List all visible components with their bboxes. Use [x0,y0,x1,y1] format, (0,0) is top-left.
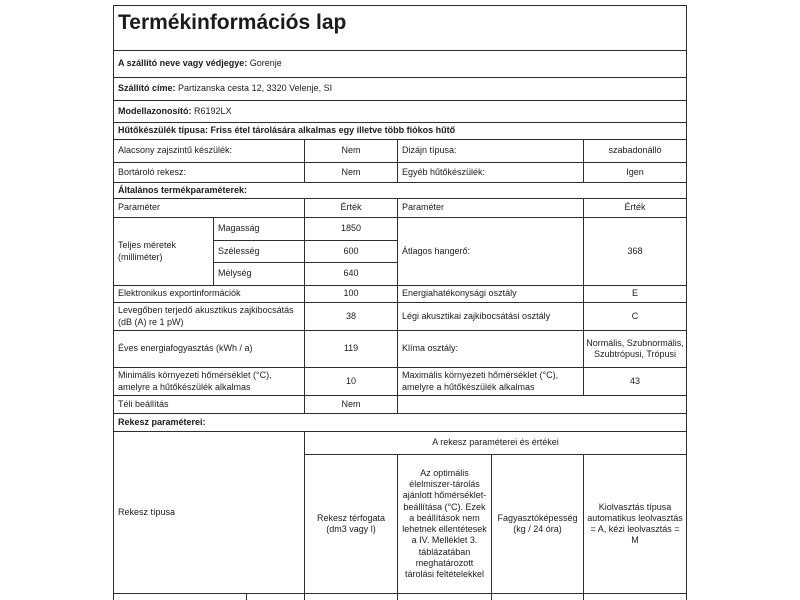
export-info-value: 100 [305,286,398,303]
min-temp-label: Minimális környezeti hőmérséklet (°C), amelyre a hűtőkészülék alkalmas [114,368,305,396]
winter-setting-value: Nem [305,396,398,414]
noise-emission-value: 38 [305,303,398,331]
clipped-row-cell [114,594,247,600]
value-header-right: Érték [584,199,687,218]
energy-class-value: E [584,286,687,303]
dimension-depth-value: 640 [305,263,398,286]
compartment-group-header: A rekesz paraméterei és értékei [305,432,687,455]
compartment-defrost-type-header: Kiolvasztás típusa automatikus leolvasztás = A, kézi leolvasztás = M [584,455,687,594]
param-header-right: Paraméter [398,199,584,218]
low-noise-label: Alacsony zajszintű készülék: [114,140,305,163]
compartment-type-label: Rekesz típusa [114,432,305,594]
clipped-row-cell [247,594,305,600]
model-id-row [114,101,687,123]
clipped-row-cell [398,594,492,600]
model-id-label: Modellazonosító: [118,105,192,116]
general-params-header: Általános termékparaméterek: [114,183,687,199]
wine-compartment-label: Bortároló rekesz: [114,163,305,183]
climate-class-label: Klíma osztály: [398,331,584,368]
other-appliance-label: Egyéb hűtőkészülék: [398,163,584,183]
supplier-name-row [114,51,687,78]
compartment-freezing-capacity-header: Fagyasztóképesség (kg / 24 óra) [492,455,584,594]
dimension-width-label: Szélesség [214,241,305,263]
design-type-value: szabadonálló [584,140,687,163]
noise-class-value: C [584,303,687,331]
compartment-temp-setting-header: Az optimális élelmiszer-tárolás ajánlott hőmérséklet-beállítása (°C). Ezek a beállítások nem lehetnek ellentétesek a IV. Melléklet 3. táblázatában meghatározott tárolási feltételekkel [398,455,492,594]
energy-class-label: Energiahatékonysági osztály [398,286,584,303]
wine-compartment-value: Nem [305,163,398,183]
product-fiche-page [113,5,687,600]
low-noise-value: Nem [305,140,398,163]
supplier-address-row [114,78,687,101]
value-header-left: Érték [305,199,398,218]
winter-setting-label: Téli beállítás [114,396,305,414]
climate-class-value: Normális, Szubnormális, Szubtrópusi, Trópusi [584,331,687,368]
max-temp-label: Maximális környezeti hőmérséklet (°C), amelyre a hűtőkészülék alkalmas [398,368,584,396]
model-id-value: R6192LX [194,105,232,116]
noise-class-label: Légi akusztikai zajkibocsátási osztály [398,303,584,331]
compartment-params-header: Rekesz paraméterei: [114,414,687,432]
dimension-depth-label: Mélység [214,263,305,286]
dimension-width-value: 600 [305,241,398,263]
clipped-row-cell [492,594,584,600]
supplier-address-value: Partizanska cesta 12, 3320 Velenje, SI [178,83,333,94]
dimension-height-value: 1850 [305,218,398,241]
average-volume-label: Átlagos hangerő: [398,218,584,286]
supplier-name-label: A szállító neve vagy védjegye: [118,58,248,69]
page-title: Termékinformációs lap [114,6,687,51]
product-fiche-table [113,5,687,600]
supplier-address-label: Szállító címe: [118,83,176,94]
compartment-volume-header: Rekesz térfogata (dm3 vagy l) [305,455,398,594]
clipped-row-cell [305,594,398,600]
export-info-label: Elektronikus exportinformációk [114,286,305,303]
clipped-row-cell [584,594,687,600]
annual-energy-label: Éves energiafogyasztás (kWh / a) [114,331,305,368]
appliance-type-row: Hűtőkészülék típusa: Friss étel tárolására alkalmas egy illetve több fiókos hűtő [114,123,687,140]
min-temp-value: 10 [305,368,398,396]
noise-emission-label: Levegőben terjedő akusztikus zajkibocsátás (dB (A) re 1 pW) [114,303,305,331]
param-header-left: Paraméter [114,199,305,218]
annual-energy-value: 119 [305,331,398,368]
dimensions-label: Teljes méretek (milliméter) [114,218,214,286]
supplier-name-value: Gorenje [249,58,282,69]
winter-setting-empty-cell [398,396,687,414]
dimension-height-label: Magasság [214,218,305,241]
max-temp-value: 43 [584,368,687,396]
design-type-label: Dizájn típusa: [398,140,584,163]
other-appliance-value: Igen [584,163,687,183]
average-volume-value: 368 [584,218,687,286]
